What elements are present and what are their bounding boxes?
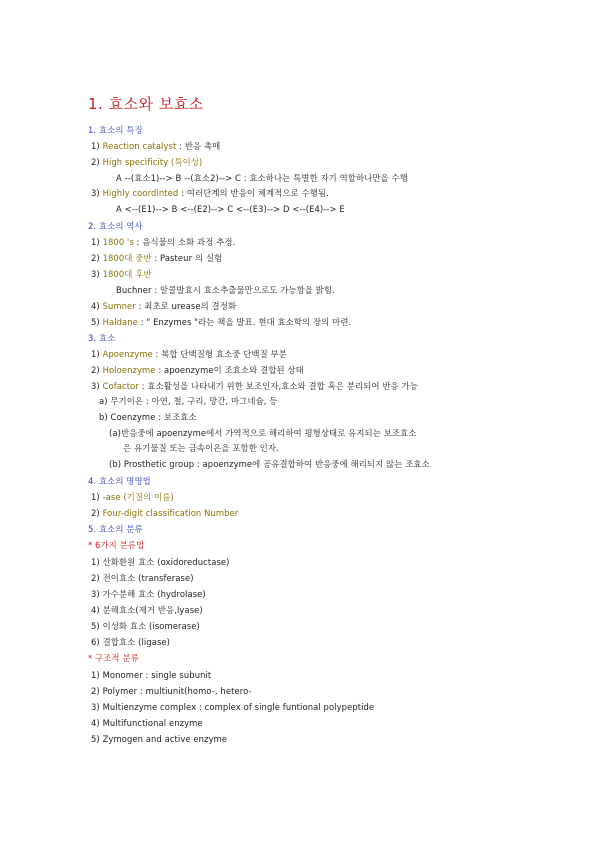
item-number: 3): [91, 188, 100, 198]
item-number: 4): [91, 718, 100, 728]
item-term: Sumner: [102, 301, 136, 311]
item-text: 가수분해 효소 (hydrolase): [102, 589, 206, 599]
list-item: [91, 589, 206, 599]
item-text: : 반응 촉매: [176, 141, 221, 151]
item-text: : apoenzyme이 조효소와 결합된 상태: [155, 365, 304, 375]
item-number: 3): [91, 381, 100, 391]
list-item: (a)반응중에 apoenzyme에서 가역적으로 해리하여 평형상태로 유지되는 보조효소: [109, 428, 417, 438]
item-text: : 복합 단백질형 효소중 단백질 부분: [152, 349, 287, 359]
item-text: 전이효소 (transferase): [102, 573, 194, 583]
item-term: 1800대 후반: [102, 269, 152, 279]
list-item: [91, 349, 287, 359]
list-item: [91, 237, 235, 247]
item-term: Reaction catalyst: [102, 141, 177, 151]
list-item: [91, 157, 202, 167]
item-number: 2): [91, 508, 100, 518]
list-item: [91, 637, 170, 647]
subsection-heading: * 구조적 분류: [88, 653, 139, 663]
page-title: 1. 효소와 보효소: [88, 95, 204, 113]
list-item: A --(효소1)--> B --(효소2)--> C : 효소하나는 특별한 자기 역할하나만을 수행: [116, 173, 408, 183]
item-number: 2): [91, 573, 100, 583]
list-item: a) 무기이온 : 아연, 철, 구리, 망간, 마그네슘, 등: [99, 396, 278, 406]
item-text: Multienzyme complex : complex of single funtional polypeptide: [102, 702, 375, 712]
item-term: Holoenzyme: [102, 365, 156, 375]
item-number: 5): [91, 317, 100, 327]
item-number: 1): [91, 141, 100, 151]
item-text: : 최초로 urease의 결정화: [135, 301, 237, 311]
item-number: 2): [91, 365, 100, 375]
section-heading: 4. 효소의 명명법: [88, 476, 151, 486]
list-item: [91, 718, 203, 728]
item-number: 1): [91, 237, 100, 247]
list-item: [91, 269, 152, 279]
list-item: [91, 365, 304, 375]
item-text: 이성화 효소 (isomerase): [102, 621, 200, 631]
list-item: [91, 253, 222, 263]
item-term: Apoenzyme: [102, 349, 153, 359]
section-heading: 5. 효소의 분류: [88, 524, 143, 534]
list-item: [91, 188, 329, 198]
item-text: Zymogen and active enzyme: [102, 734, 228, 744]
item-number: 4): [91, 605, 100, 615]
list-item: [91, 686, 252, 696]
list-item: A <--(E1)--> B <--(E2)--> C <--(E3)--> D <--(E4)--> E: [116, 204, 345, 214]
list-item: [91, 621, 200, 631]
item-number: 1): [91, 557, 100, 567]
item-term: 1800대 중반: [102, 253, 152, 263]
list-item: [91, 508, 238, 518]
item-number: 2): [91, 253, 100, 263]
item-term: Cofactor: [102, 381, 139, 391]
item-number: 2): [91, 686, 100, 696]
section-heading: 2. 효소의 역사: [88, 221, 143, 231]
item-number: 4): [91, 301, 100, 311]
list-item: b) Coenzyme : 보조효소: [99, 412, 197, 422]
item-text: 산화환원 효소 (oxidoreductase): [102, 557, 230, 567]
item-number: 5): [91, 734, 100, 744]
item-term: High specificity (특이성): [102, 157, 203, 167]
item-text: : 효소활성을 나타내기 위한 보조인자,효소와 결합 혹은 분리되어 반응 가능: [138, 381, 418, 391]
list-item: [91, 734, 227, 744]
item-number: 1): [91, 349, 100, 359]
list-item: [91, 605, 203, 615]
list-item: 은 유기물질 또는 금속이온을 포함한 인자.: [123, 443, 279, 453]
section-heading: 1. 효소의 특징: [88, 125, 143, 135]
list-item: [91, 301, 236, 311]
item-term: Haldane: [102, 317, 138, 327]
item-term: Four-digit classification Number: [102, 508, 239, 518]
list-item: [91, 573, 194, 583]
item-number: 1): [91, 670, 100, 680]
item-number: 6): [91, 637, 100, 647]
item-text: Polymer : multiunit(homo-, hetero-: [102, 686, 252, 696]
subsection-heading: * 6가지 분류법: [88, 540, 145, 550]
item-text: Monomer : single subunit: [102, 670, 212, 680]
item-text: 결합효소 (ligase): [102, 637, 171, 647]
list-item: (b) Prosthetic group : apoenzyme에 공유결합하여 반응중에 해리되지 않는 조효소: [109, 459, 430, 469]
item-text: : 여러단계의 반응이 체계적으로 수행됨.: [178, 188, 329, 198]
list-item: [91, 670, 211, 680]
item-text: 분해효소(제거 반응,lyase): [102, 605, 203, 615]
item-number: 2): [91, 157, 100, 167]
item-term: Highly coordinted: [102, 188, 179, 198]
item-text: : Pasteur 의 실험: [151, 253, 223, 263]
item-number: 3): [91, 589, 100, 599]
list-item: [91, 702, 374, 712]
list-item: [91, 381, 418, 391]
section-heading: 3. 효소: [88, 333, 116, 343]
list-item: [91, 492, 174, 502]
item-text: : " Enzymes "라는 책을 발표. 현대 효소학의 장의 마련.: [137, 317, 352, 327]
item-number: 1): [91, 492, 100, 502]
item-text: : 음식물의 소화 과정 추정.: [133, 237, 236, 247]
list-item: [91, 557, 230, 567]
item-term: 1800 's: [102, 237, 134, 247]
item-number: 5): [91, 621, 100, 631]
list-item: [91, 141, 220, 151]
item-term: -ase (기질의 이름): [102, 492, 174, 502]
item-text: Multifunctional enzyme: [102, 718, 203, 728]
list-item: Buchner : 알콜발효시 효소추출물만으로도 가능함을 밝힘.: [116, 285, 335, 295]
item-number: 3): [91, 269, 100, 279]
item-number: 3): [91, 702, 100, 712]
list-item: [91, 317, 351, 327]
